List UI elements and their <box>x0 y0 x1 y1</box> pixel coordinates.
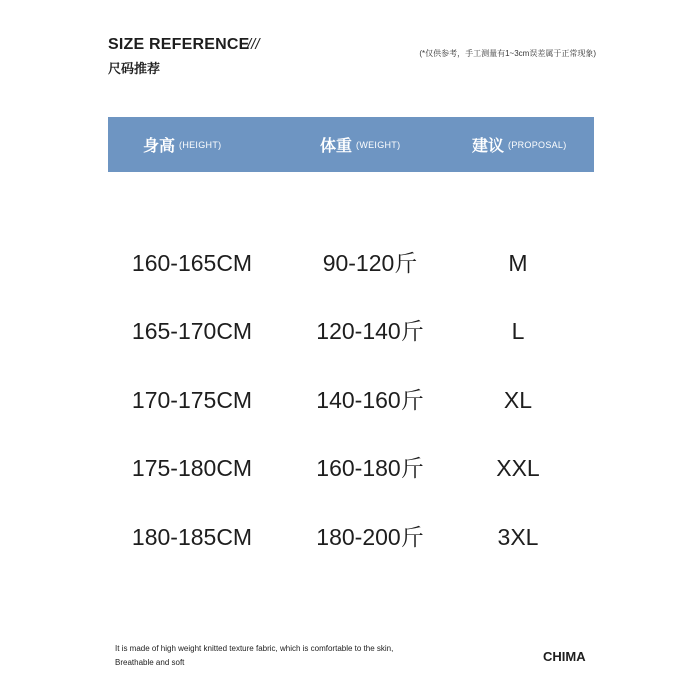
column-header-en: (HEIGHT) <box>179 139 222 150</box>
height-cell: 180-185CM <box>131 524 253 550</box>
measurement-note: (*仅供参考，手工测量有1~3cm误差属于正常现象) <box>419 49 596 58</box>
title-decoration: /// <box>247 36 260 53</box>
height-cell: 160-165CM <box>131 250 253 276</box>
weight-cell: 160-180斤 <box>316 455 424 481</box>
table-row <box>0 517 700 557</box>
fabric-description <box>115 642 445 670</box>
column-header-cn: 建议 <box>472 138 505 155</box>
fabric-description-line: Breathable and soft <box>115 658 185 667</box>
page-subtitle: 尺码推荐 <box>108 61 161 76</box>
table-row <box>0 448 700 488</box>
fabric-description-line: It is made of high weight knitted texture fabric, which is comfortable to the skin, <box>115 644 394 653</box>
height-cell: 170-175CM <box>131 387 253 413</box>
weight-cell: 120-140斤 <box>316 318 424 344</box>
height-cell: 175-180CM <box>131 455 253 481</box>
size-cell: XL <box>503 387 533 413</box>
size-cell: XXL <box>496 455 540 481</box>
table-row <box>0 243 700 283</box>
column-header-weight <box>320 117 400 172</box>
table-header <box>108 117 594 172</box>
size-cell: 3XL <box>497 524 539 550</box>
page-title: SIZE REFERENCE <box>108 36 250 53</box>
height-cell: 165-170CM <box>131 318 253 344</box>
table-row <box>0 380 700 420</box>
column-header-proposal <box>472 117 567 172</box>
table-row <box>0 311 700 351</box>
column-header-en: (PROPOSAL) <box>508 139 567 150</box>
column-header-en: (WEIGHT) <box>356 139 401 150</box>
size-cell: L <box>511 318 525 344</box>
weight-cell: 140-160斤 <box>316 387 424 413</box>
column-header-cn: 身高 <box>143 138 176 155</box>
weight-cell: 90-120斤 <box>322 250 418 276</box>
column-header-height <box>143 117 221 172</box>
brand-name: CHIMA <box>543 649 586 664</box>
weight-cell: 180-200斤 <box>316 524 424 550</box>
column-header-cn: 体重 <box>320 138 353 155</box>
size-cell: M <box>508 250 528 276</box>
